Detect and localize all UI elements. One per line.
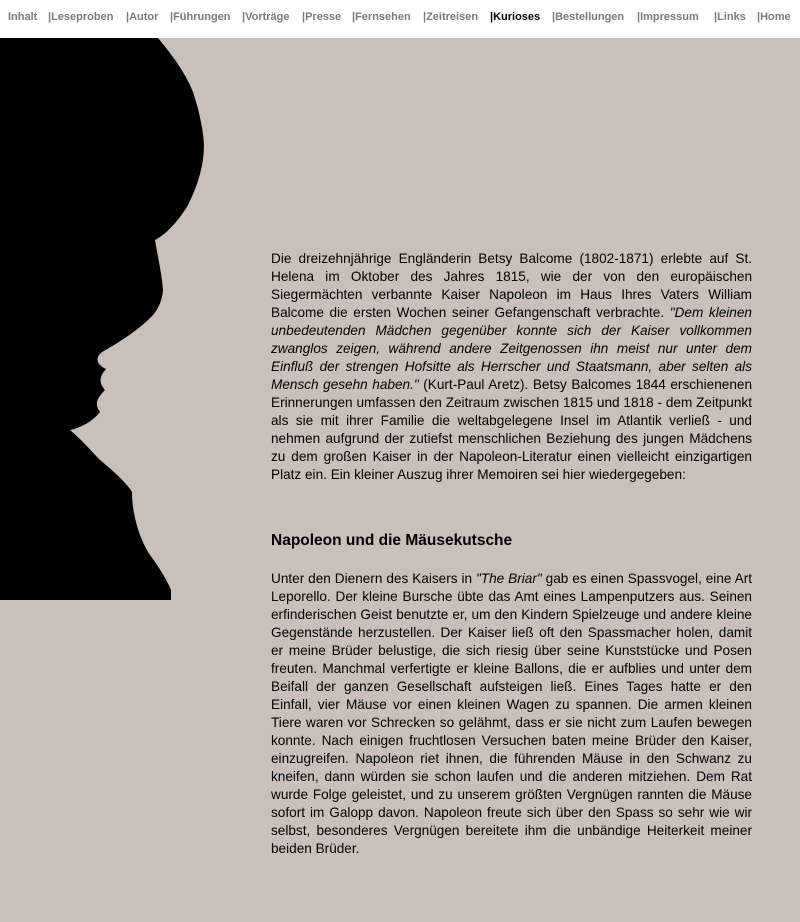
intro-text-continued: (Kurt-Paul Aretz). Betsy Balcomes 1844 erschienenen Erinnerungen umfassen den Zeitraum zwischen 1815 und 1818 - dem Zeitpunkt als sie mit ihrer Familie die weltabgelegene Insel im Atlantik verließ - und nehmen aufgrund der zutiefst menschlichen Beziehung des jungen Mädchens zu dem großen Kaiser in der Napoleon-Literatur einen vielleicht einzigartigen Platz ein. Ein kleiner Auszug ihrer Memoiren sei hier wiedergegeben: — [271, 377, 752, 482]
nav-link-bestellungen[interactable]: |Bestellungen — [552, 11, 625, 23]
nav-link-inhalt[interactable]: Inhalt — [8, 11, 38, 23]
intro-paragraph — [271, 250, 752, 484]
nav-link-home[interactable]: |Home — [757, 11, 791, 23]
story-text-continued: gab es einen Spassvogel, eine Art Leporello. Der kleine Bursche übte das Amt eines Lampenputzers aus. Seinen erfinderischen Geist benutzte er, um den Kindern Spielzeuge und andere kleine Gegenstände herzustellen. Der Kaiser ließ oft den Spassmacher holen, damit er meine Brüder belustige, die sich riesig über seine Kunststücke und Posen freuten. Manchmal verfertigte er kleine Ballons, die er aufblies und unter dem Beifall der ganzen Gesellschaft aufsteigen ließ. Eines Tages hatte er den Einfall, vier Mäuse vor einen kleinen Wagen zu spannen. Die armen kleinen Tiere waren vor Schrecken so gelähmt, dass er sie nicht zum Laufen bewegen konnte. Nach einigen fruchtlosen Versuchen baten meine Brüder den Kaiser, einzugreifen. Napoleon riet ihnen, die führenden Mäuse in den Schwanz zu kneifen, dann würden sie schon laufen und die anderen mitziehen. Dem Rat wurde Folge geleistet, und zu unserem größten Vergnügen rannten die Mäuse sofort im Galopp davon. Napoleon freute sich über den Spass so sehr wie wir selbst, besonderes Vergnügen bereitete ihm die unbändige Heiterkeit meiner beiden Brüder. — [271, 571, 752, 856]
main-content — [271, 250, 752, 858]
nav-link-kurioses[interactable]: |Kurioses — [490, 11, 541, 23]
nav-link-leseproben[interactable]: |Leseproben — [48, 11, 114, 23]
story-italic-briar: "The Briar" — [475, 571, 542, 586]
nav-link-links[interactable]: |Links — [714, 11, 746, 23]
story-text: Unter den Dienern des Kaisers in — [271, 571, 476, 586]
section-heading: Napoleon und die Mäusekutsche — [271, 532, 513, 549]
nav-link-presse[interactable]: |Presse — [302, 11, 342, 23]
story-paragraph — [271, 570, 752, 858]
nav-link-fernsehen[interactable]: |Fernsehen — [352, 11, 411, 23]
intro-text: Die dreizehnjährige Engländerin Betsy Balcome (1802-1871) erlebte auf St. Helena im Oktober des Jahres 1815, wie der von den europäischen Siegermächten verbannte Kaiser Napoleon im Haus Ihres Vaters William Balcome die ersten Wochen seiner Gefangenschaft verbrachte. — [271, 251, 752, 320]
nav-link-impressum[interactable]: |Impressum — [637, 11, 699, 23]
nav-link-fuehrungen[interactable]: |Führungen — [170, 11, 231, 23]
nav-link-zeitreisen[interactable]: |Zeitreisen — [423, 11, 479, 23]
nav-link-autor[interactable]: |Autor — [126, 11, 159, 23]
top-navigation — [0, 0, 800, 38]
napoleon-profile-silhouette-icon — [0, 38, 205, 600]
nav-link-vortraege[interactable]: |Vorträge — [242, 11, 290, 23]
intro-quote: "Dem kleinen unbedeutenden Mädchen gegenüber konnte sich der Kaiser vollkommen zwanglos zeigen, während andere Zeitgenossen ihn meist nur unter dem Einfluß der strengen Hofsitte als Herrscher und Staatsmann, aber selten als Mensch gesehn haben." — [271, 305, 752, 392]
